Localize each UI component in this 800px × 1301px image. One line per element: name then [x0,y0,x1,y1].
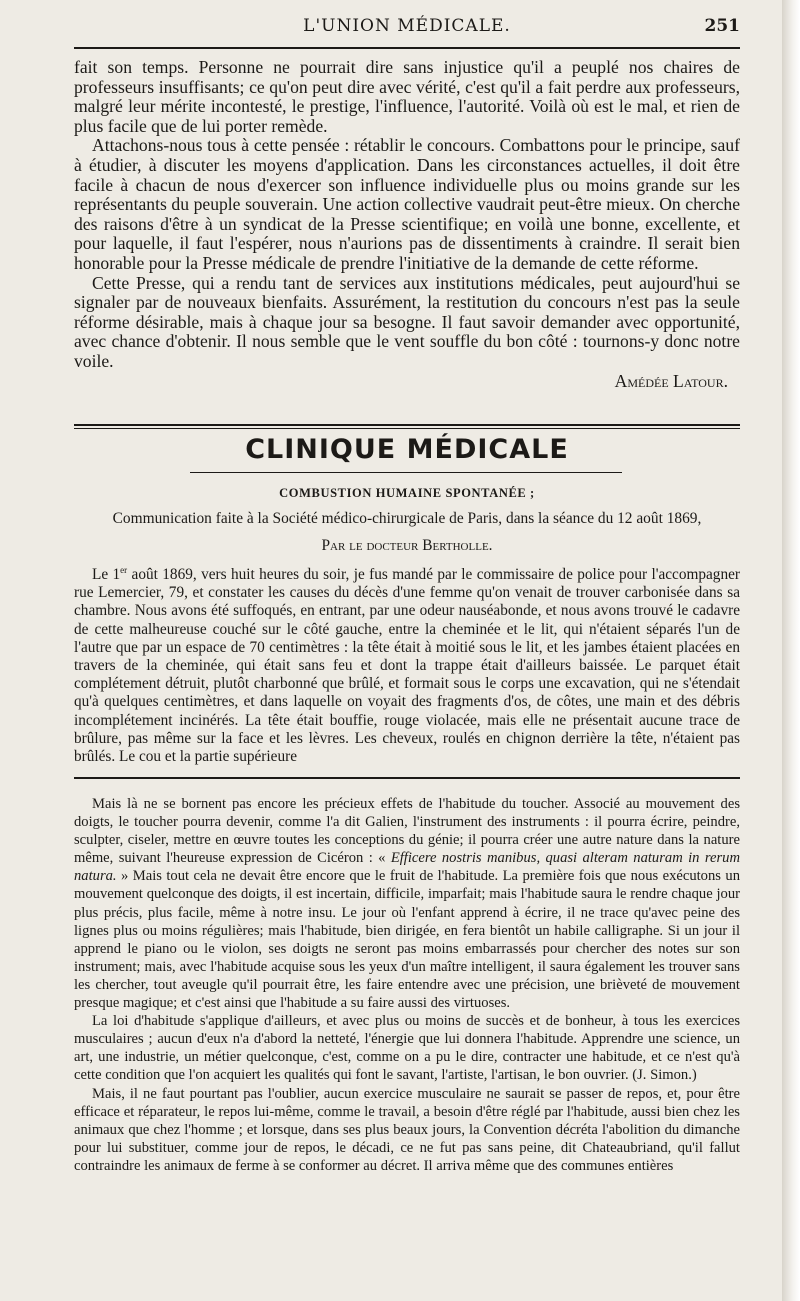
section-title-underline [190,472,622,473]
case-body: août 1869, vers huit heures du soir, je fus mandé par le commissaire de police pour l'accompagner rue Lemercier, 79, et constater les causes du décès d'une femme qu'on venait de trouver carbonisée dans sa chambre. Nous avons été suffoqués, en entrant, par une odeur nauséabonde, et nous avons trouvé le cadavre de cette malheureuse couché sur le côté gauche, entre la cheminée et le lit, qui n'étaient séparés l'un de l'autre que par un espace de 70 centimètres : la tête était à moitié sous le lit, et les jambes étaient placées en travers de la cheminée, qui était sans feu et dont la trappe était d'ailleurs baissée. Le parquet était complétement détruit, plutôt charbonné que brûlé, et formait sous le corps une excavation, qui ne s'étendait qu'à quelques centimètres, et dans laquelle on voyait des fragments d'os, de côtes, une main et des débris incomplétement incinérés. La tête était bouffie, rouge violacée, mais elle ne présentait aucune trace de brûlure, pas même sur la face et les lèvres. Les cheveux, roulés en chignon derrière la tête, n'étaient pas brûlés. Le cou et la partie supérieure [74,566,740,766]
feuilleton [74,795,740,1175]
feuilleton-paragraph: La loi d'habitude s'applique d'ailleurs, et avec plus ou moins de succès et de bonheur, à tous les exercices musculaires ; aucun d'eux n'a d'abord la netteté, l'énergie que lui donnera l'habitude. Apprendre une science, un art, une industrie, un métier quelconque, c'est, comme on a pu le dire, contracter une habitude, et ce n'est qu'à cette condition que l'on acquiert les qualités qui font le savant, l'artiste, l'artisan, le bon ouvrier. (J. Simon.) [74,1013,740,1084]
signature [74,372,740,392]
section-double-rule-top [74,424,740,426]
section-title: CLINIQUE MÉDICALE [245,434,569,465]
case-start: Le 1 [92,566,121,583]
ordinal-sup: er [120,564,128,575]
feuilleton-rule [74,777,740,779]
feuilleton-text: » Mais tout cela ne devait être encore que le fruit de l'habitude. La première fois que nous exécutons un mouvement quelconque des doigts, il est incertain, difficile, imparfait; mais l'habitude saura le rendre chaque jour plus précis, plus facile, même à notre insu. Le jour où l'enfant apprend à écrire, il ne trace qu'avec peine des lignes plus ou moins régulières; mais l'habitude, bien dirigée, en fera bientôt un habile calligraphe. Si un jour il apprend le piano ou le violon, ses doigts ne seront pas moins embarrassés pour chercher des notes sur son instrument; mais, avec l'habitude acquise sous les yeux d'un maître intelligent, il saura également les trouver sans les chercher, tout aveugle qu'il pourrait être, les faire entendre avec une précision, une brièveté de mouvement presque magique; et c'est ainsi que l'habitude a su faire aussi des virtuoses. [74,868,740,1012]
author-line [74,537,740,555]
communication-line: Communication faite à la Société médico-chirurgicale de Paris, dans la séance du 12 août 1869, [112,510,702,527]
signature-name: Amédée Latour. [614,370,728,391]
page-edge [782,0,800,1301]
article-paragraph: Cette Presse, qui a rendu tant de services aux institutions médicales, peut aujourd'hui se signaler par de nouveaux bienfaits. Assurément, la restitution du concours n'est pas la seule réforme désirable, mais à chaque jour sa besogne. Il faut savoir demander avec opportunité, avec chance d'obtenir. Il nous semble que le vent souffle du bon côté : tournons-y donc notre voile. [74,272,740,371]
section-double-rule-bottom [74,428,740,429]
article-subtitle: COMBUSTION HUMAINE SPONTANÉE ; [279,486,535,500]
page-number: 251 [704,16,740,36]
feuilleton-paragraph: Mais, il ne faut pourtant pas l'oublier, aucun exercice musculaire ne saurait se passer de repos, et, pour être efficace et réparateur, le repos lui-même, comme le travail, a besoin d'être réglé par l'habitude, aussi bien chez les animaux que chez l'homme ; et lorsque, dans ses plus beaux jours, la Convention décréta l'abolition du dimanche pour lui substituer, comme jour de repos, le décadi, ce ne fut pas sans peine, dit Chateaubriand, qu'il fallut contraindre les animaux de ferme à se conformer au décret. Il arriva même que des communes entières [74,1085,740,1174]
article-paragraph: fait son temps. Personne ne pourrait dire sans injustice qu'il a peuplé nos chaires de professeurs insuffisants; ce qu'on peut dire avec vérité, c'est qu'il a fait perdre aux professeurs, malgré leur mérite incontesté, le prestige, l'influence, l'autorité. Voilà où est le mal, et rien de plus facile que de lui porter remède. [74,57,740,136]
header-rule [74,47,740,49]
article-paragraph: Attachons-nous tous à cette pensée : rétablir le concours. Combattons pour le principe, sauf à étudier, à discuter les moyens d'application. Dans les circonstances actuelles, il doit être facile à chacun de nous d'exercer son influence individuelle plus ou moins grande sur les représentants du peuple souverain. Une action collective vaudrait peut-être mieux. On cherche des raisons d'être à un syndicat de la Presse scientifique; en voilà une bonne, excellente, et pour laquelle, il faut l'espérer, nous n'aurions pas de dissentiments à craindre. Il serait bien honorable pour la Presse médicale de prendre l'initiative de la demande de cette réforme. [74,135,740,273]
case-paragraph [74,566,740,766]
latin-quote: Efficere nostris manibus, quasi alteram naturam in rerum natura. [74,850,740,885]
page-header [74,16,740,46]
running-title: L'UNION MÉDICALE. [303,16,511,36]
feuilleton-paragraph [74,795,740,1012]
case-report [74,566,740,766]
feuilleton-text: Mais là ne se bornent pas encore les précieux effets de l'habitude du toucher. Associé au mouvement des doigts, le toucher pourra devenir, comme l'a dit Galien, l'instrument des instruments : il pourra écrire, peindre, sculpter, ciseler, mettre en œuvre toutes les conceptions du génie; il pourra créer une autre nature dans la nature même, suivant l'heureuse expression de Cicéron : « [74,796,740,867]
editorial-article [74,58,740,391]
author-name: Par le docteur Bertholle. [321,537,493,554]
